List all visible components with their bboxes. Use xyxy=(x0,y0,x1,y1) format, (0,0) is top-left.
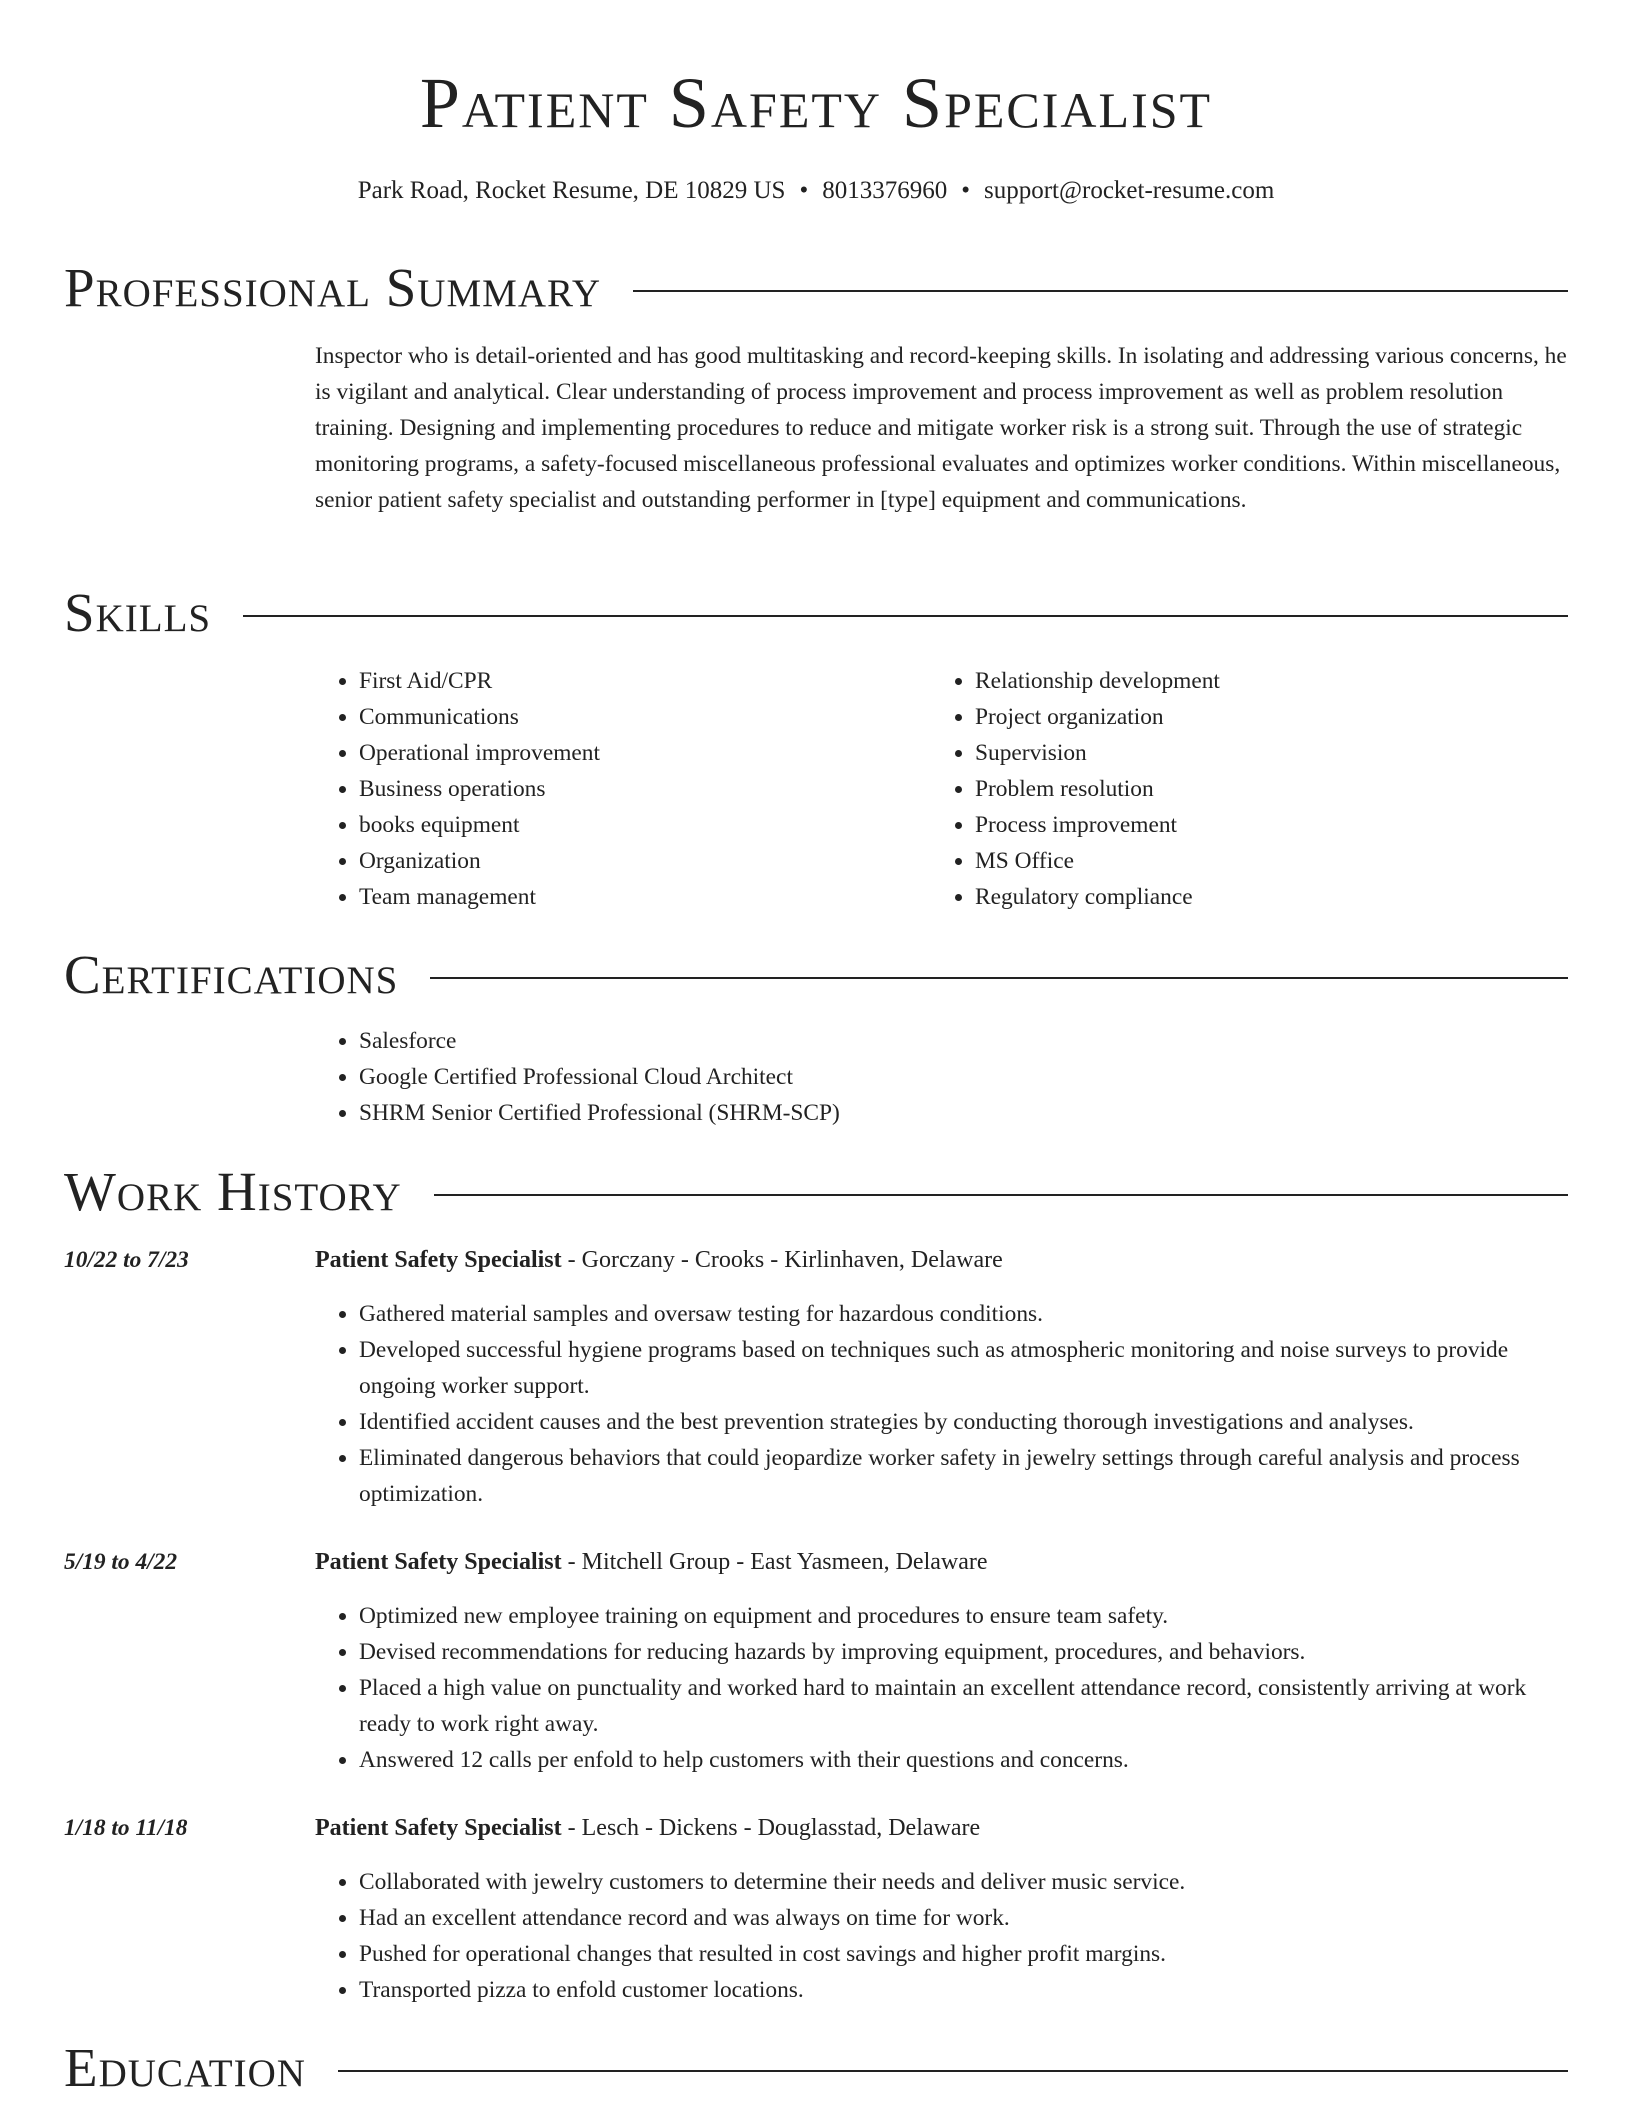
job-bullet: • Developed successful hygiene programs based on techniques such as atmospheric monitoring and noise surveys to provide ongoing worker support. xyxy=(359,1332,1568,1404)
job-heading xyxy=(315,1544,1568,1580)
section-divider xyxy=(338,2070,1568,2072)
job-company: - Lesch - Dickens - Douglasstad, Delaware xyxy=(561,1815,981,1841)
section-divider xyxy=(430,977,1568,979)
certifications-section-header xyxy=(64,942,1568,1008)
skills-section-header xyxy=(64,580,1568,646)
skills-list xyxy=(315,663,1568,915)
job-bullet: • Identified accident causes and the best prevention strategies by conducting thorough investigations and analyses. xyxy=(359,1404,1568,1440)
job-bullet: • Answered 12 calls per enfold to help customers with their questions and concerns. xyxy=(359,1742,1568,1778)
skills-column-right xyxy=(931,663,1547,915)
skill-item: • MS Office xyxy=(975,843,1547,879)
job-heading xyxy=(315,1810,1568,1846)
education-section-header xyxy=(64,2035,1568,2101)
skill-item: • Operational improvement xyxy=(359,735,931,771)
certification-item: • Salesforce xyxy=(359,1023,1568,1059)
job-bullet: • Placed a high value on punctuality and worked hard to maintain an excellent attendance record, consistently arriving at work ready to work right away. xyxy=(359,1670,1568,1742)
contact-email[interactable]: support@rocket-resume.com xyxy=(983,177,1275,204)
job-bullet: • Had an excellent attendance record and was always on time for work. xyxy=(359,1900,1568,1936)
job-bullet: • Transported pizza to enfold customer locations. xyxy=(359,1972,1568,2008)
contact-separator: • xyxy=(799,177,809,204)
skill-item: • Supervision xyxy=(975,735,1547,771)
certification-item: • SHRM Senior Certified Professional (SHRM-SCP) xyxy=(359,1095,1568,1131)
skill-item: • Problem resolution xyxy=(975,771,1547,807)
job-bullet: • Pushed for operational changes that resulted in cost savings and higher profit margins. xyxy=(359,1936,1568,1972)
job-bullets xyxy=(315,1598,1568,1778)
job-title: Patient Safety Specialist xyxy=(315,1247,562,1273)
work-section-header xyxy=(64,1159,1568,1225)
skill-item: • Project organization xyxy=(975,699,1547,735)
summary-section-header xyxy=(64,255,1568,321)
certifications-section-title: Certifications xyxy=(64,944,399,1005)
skill-item: • Business operations xyxy=(359,771,931,807)
contact-line xyxy=(64,174,1568,208)
skills-column-left xyxy=(315,663,931,915)
job-company: - Mitchell Group - East Yasmeen, Delaware xyxy=(561,1549,988,1575)
education-section-title: Education xyxy=(64,2037,306,2098)
skill-item: • Organization xyxy=(359,843,931,879)
job-bullets xyxy=(315,1864,1568,2008)
section-divider xyxy=(633,290,1568,292)
candidate-name: Patient Safety Specialist xyxy=(419,63,1213,143)
certification-item: • Google Certified Professional Cloud Architect xyxy=(359,1059,1568,1095)
job-company: - Gorczany - Crooks - Kirlinhaven, Delaware xyxy=(561,1247,1003,1273)
skill-item: • Relationship development xyxy=(975,663,1547,699)
section-divider xyxy=(434,1194,1568,1196)
summary-section-title: Professional Summary xyxy=(64,257,602,318)
job-heading xyxy=(315,1242,1568,1278)
contact-address: Park Road, Rocket Resume, DE 10829 US xyxy=(357,177,786,204)
skill-item: • Regulatory compliance xyxy=(975,879,1547,915)
job-bullets xyxy=(315,1296,1568,1512)
job-bullet: • Collaborated with jewelry customers to determine their needs and deliver music service. xyxy=(359,1864,1568,1900)
job-bullet: • Gathered material samples and oversaw testing for hazardous conditions. xyxy=(359,1296,1568,1332)
job-dates: 1/18 to 11/18 xyxy=(64,1815,188,1841)
contact-separator: • xyxy=(961,177,970,204)
skills-section-title: Skills xyxy=(64,582,212,643)
job-dates: 10/22 to 7/23 xyxy=(64,1247,189,1273)
certifications-list xyxy=(315,1023,1568,1131)
summary-text: Inspector who is detail-oriented and has good multitasking and record-keeping skills. In isolating and addressing various concerns, he is vigilant and analytical. Clear understanding of process improvement and process improvement as well as problem resolution training. Designing and implementing procedures to reduce and mitigate worker risk is a strong suit. Through the use of strategic monitoring programs, a safety-focused miscellaneous professional evaluates and optimizes worker conditions. Within miscellaneous, senior patient safety specialist and outstanding performer in [type] equipment and communications. xyxy=(315,343,1567,513)
skill-item: • Communications xyxy=(359,699,931,735)
contact-phone: 8013376960 xyxy=(822,177,948,204)
job-title: Patient Safety Specialist xyxy=(315,1549,562,1575)
skill-item: • books equipment xyxy=(359,807,931,843)
job-dates: 5/19 to 4/22 xyxy=(64,1549,178,1575)
skill-item: • First Aid/CPR xyxy=(359,663,931,699)
skill-item: • Process improvement xyxy=(975,807,1547,843)
job-bullet: • Devised recommendations for reducing hazards by improving equipment, procedures, and behaviors. xyxy=(359,1634,1568,1670)
work-section-title: Work History xyxy=(64,1161,402,1222)
skill-item: • Team management xyxy=(359,879,931,915)
section-divider xyxy=(243,615,1568,617)
job-title: Patient Safety Specialist xyxy=(315,1815,562,1841)
job-bullet: • Optimized new employee training on equipment and procedures to ensure team safety. xyxy=(359,1598,1568,1634)
job-bullet: • Eliminated dangerous behaviors that could jeopardize worker safety in jewelry settings through careful analysis and process optimization. xyxy=(359,1440,1568,1512)
